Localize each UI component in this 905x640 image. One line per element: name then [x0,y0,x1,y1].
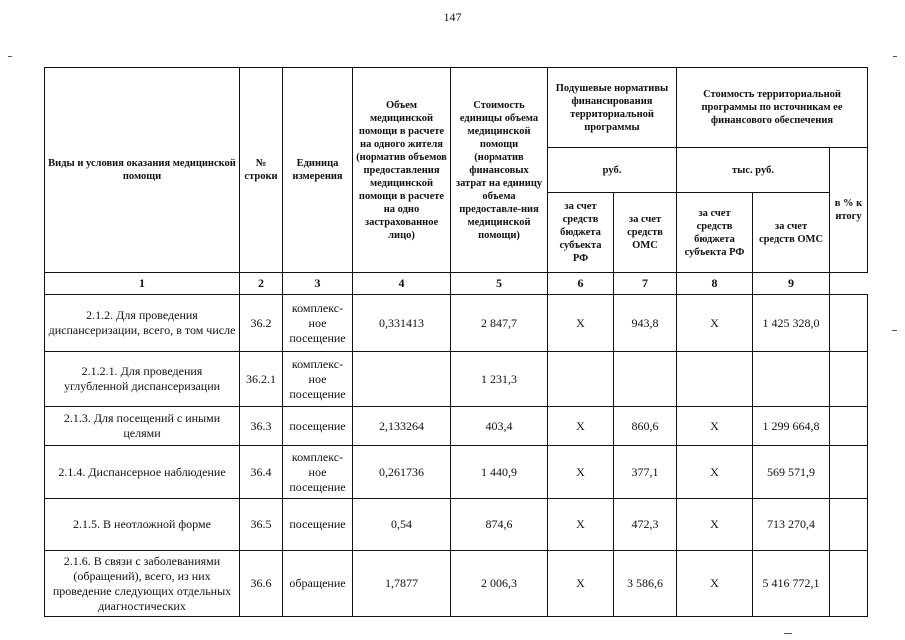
oms-rub [614,352,677,407]
oms-rub: 3 586,6 [614,551,677,617]
column-number: 1 [45,273,240,295]
header-budget: за счет средств бюджета субъекта РФ [548,193,614,273]
unit-cost: 2 847,7 [451,295,548,352]
header-unit: Единица измерения [283,68,353,273]
table-row [45,352,868,407]
oms-rub: 943,8 [614,295,677,352]
unit: комплекс-ное посещение [283,295,353,352]
service-name: 2.1.6. В связи с заболеваниями (обращений), всего, из них проведение следующих отдельных диагностических [45,551,240,617]
volume [353,352,451,407]
header-oms-thous: за счет средств ОМС [753,193,830,273]
column-number: 8 [677,273,753,295]
row-number: 36.6 [240,551,283,617]
unit: посещение [283,499,353,551]
row-number: 36.2 [240,295,283,352]
unit: комплекс-ное посещение [283,352,353,407]
unit-cost: 874,6 [451,499,548,551]
volume: 0,261736 [353,446,451,499]
row-number: 36.3 [240,407,283,446]
row-number: 36.5 [240,499,283,551]
budget-rub: X [548,407,614,446]
percent [830,407,868,446]
column-number: 3 [283,273,353,295]
row-number: 36.2.1 [240,352,283,407]
header-program-cost: Стоимость территориальной программы по источникам ее финансового обеспечения [677,68,868,148]
oms-thous: 5 416 772,1 [753,551,830,617]
unit-cost: 2 006,3 [451,551,548,617]
header-thous-rub: тыс. руб. [677,148,830,193]
scan-mark [893,56,897,57]
scan-mark [8,56,12,57]
page-number: 147 [443,10,462,24]
unit-cost: 403,4 [451,407,548,446]
table-row [45,407,868,446]
unit: посещение [283,407,353,446]
budget-thous: X [677,407,753,446]
column-number: 6 [548,273,614,295]
row-number: 36.4 [240,446,283,499]
unit: обращение [283,551,353,617]
budget-thous [677,352,753,407]
volume: 0,54 [353,499,451,551]
header-oms: за счет средств ОМС [614,193,677,273]
oms-thous: 569 571,9 [753,446,830,499]
oms-thous [753,352,830,407]
percent [830,499,868,551]
service-name: 2.1.2. Для проведения диспансеризации, всего, в том числе [45,295,240,352]
column-number: 2 [240,273,283,295]
volume: 2,133264 [353,407,451,446]
unit: комплекс-ное посещение [283,446,353,499]
budget-thous: X [677,295,753,352]
header-volume: Объем медицинской помощи в расчете на одного жителя (норматив объемов предоставления медицинской помощи в расчете на одно застрахованное лицо) [353,68,451,273]
unit-cost: 1 231,3 [451,352,548,407]
oms-thous: 713 270,4 [753,499,830,551]
table-row [45,499,868,551]
oms-thous: 1 299 664,8 [753,407,830,446]
header-rub: руб. [548,148,677,193]
column-number: 7 [614,273,677,295]
budget-thous: X [677,499,753,551]
column-number: 5 [451,273,548,295]
service-name: 2.1.2.1. Для проведения углубленной диспансеризации [45,352,240,407]
volume: 1,7877 [353,551,451,617]
header-unit-cost: Стоимость единицы объема медицинской помощи (норматив финансовых затрат на единицу объема предоставле-ния медицинской помощи) [451,68,548,273]
oms-rub: 377,1 [614,446,677,499]
column-number: 9 [753,273,830,295]
table-row [45,446,868,499]
percent [830,295,868,352]
header-service-type: Виды и условия оказания медицинской помощи [45,68,240,273]
percent [830,551,868,617]
scan-mark [784,633,792,634]
service-name: 2.1.4. Диспансерное наблюдение [45,446,240,499]
budget-thous: X [677,446,753,499]
table-row [45,551,868,617]
budget-rub: X [548,551,614,617]
unit-cost: 1 440,9 [451,446,548,499]
service-name: 2.1.3. Для посещений с иными целями [45,407,240,446]
budget-rub: X [548,499,614,551]
oms-rub: 860,6 [614,407,677,446]
header-percent: в % к итогу [830,148,868,273]
oms-rub: 472,3 [614,499,677,551]
header-per-capita: Подушевые нормативы финансирования территориальной программы [548,68,677,148]
budget-rub [548,352,614,407]
oms-thous: 1 425 328,0 [753,295,830,352]
budget-thous: X [677,551,753,617]
volume: 0,331413 [353,295,451,352]
header-row-number: № строки [240,68,283,273]
percent [830,446,868,499]
financing-table [44,67,868,617]
percent [830,352,868,407]
table-row [45,295,868,352]
scan-mark [892,330,897,331]
column-number: 4 [353,273,451,295]
header-budget-thous: за счет средств бюджета субъекта РФ [677,193,753,273]
budget-rub: X [548,446,614,499]
budget-rub: X [548,295,614,352]
service-name: 2.1.5. В неотложной форме [45,499,240,551]
